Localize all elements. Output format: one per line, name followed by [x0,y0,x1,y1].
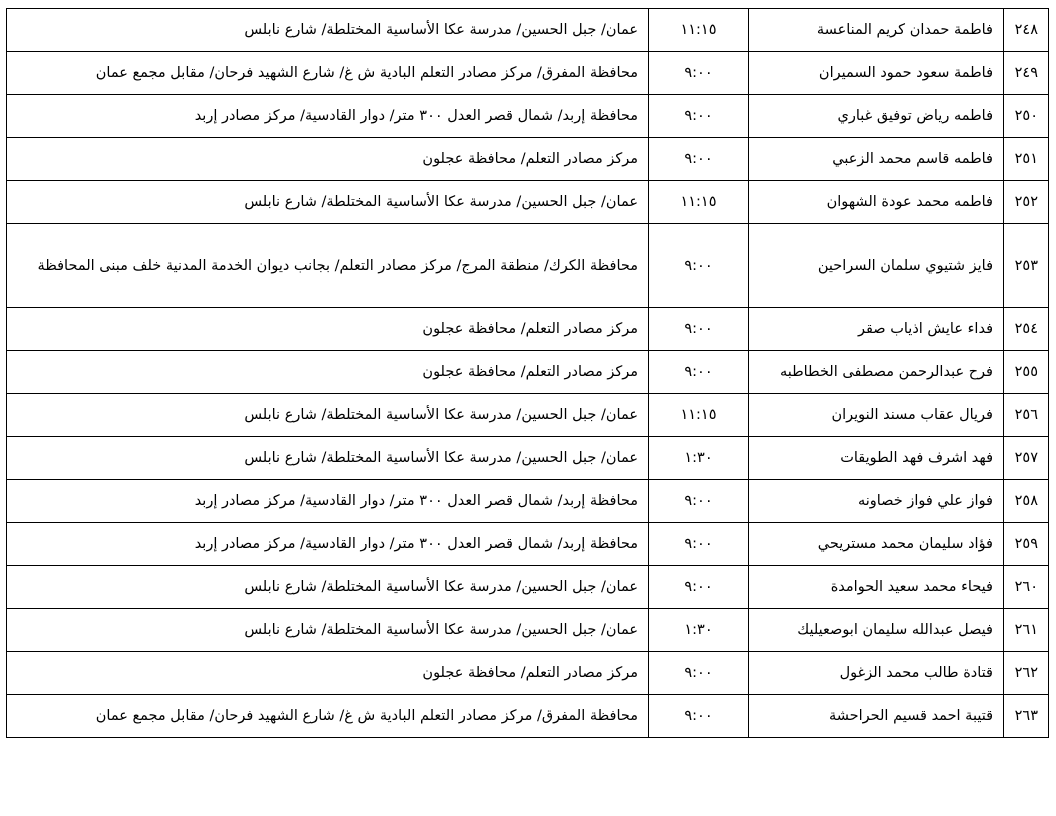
exam-time: ٩:٠٠ [649,224,749,308]
exam-location: محافظة إربد/ شمال قصر العدل ٣٠٠ متر/ دوار القادسية/ مركز مصادر إربد [7,480,649,523]
exam-time: ١١:١٥ [649,394,749,437]
table-row [7,437,1049,480]
schedule-table [6,8,1049,738]
exam-location: عمان/ جبل الحسين/ مدرسة عكا الأساسية المختلطة/ شارع نابلس [7,9,649,52]
table-row [7,480,1049,523]
row-number: ٢٥٦ [1004,394,1049,437]
exam-time: ٩:٠٠ [649,138,749,181]
exam-location: محافظة إربد/ شمال قصر العدل ٣٠٠ متر/ دوار القادسية/ مركز مصادر إربد [7,523,649,566]
row-number: ٢٥٥ [1004,351,1049,394]
person-name: فاطمة حمدان كريم المناعسة [749,9,1004,52]
exam-location: محافظة إربد/ شمال قصر العدل ٣٠٠ متر/ دوار القادسية/ مركز مصادر إربد [7,95,649,138]
table-row [7,351,1049,394]
person-name: فاطمه محمد عودة الشهوان [749,181,1004,224]
exam-location: مركز مصادر التعلم/ محافظة عجلون [7,138,649,181]
exam-time: ٩:٠٠ [649,566,749,609]
row-number: ٢٥٩ [1004,523,1049,566]
table-row [7,609,1049,652]
exam-location: عمان/ جبل الحسين/ مدرسة عكا الأساسية المختلطة/ شارع نابلس [7,609,649,652]
table-row [7,308,1049,351]
exam-location: عمان/ جبل الحسين/ مدرسة عكا الأساسية المختلطة/ شارع نابلس [7,181,649,224]
exam-time: ٩:٠٠ [649,652,749,695]
person-name: فواز علي فواز خصاونه [749,480,1004,523]
row-number: ٢٥٢ [1004,181,1049,224]
row-number: ٢٤٩ [1004,52,1049,95]
table-row [7,394,1049,437]
table-row [7,566,1049,609]
person-name: فيصل عبدالله سليمان ابوصعيليك [749,609,1004,652]
exam-time: ٩:٠٠ [649,95,749,138]
person-name: قتادة طالب محمد الزغول [749,652,1004,695]
table-row [7,695,1049,738]
person-name: فؤاد سليمان محمد مستريحي [749,523,1004,566]
row-number: ٢٦١ [1004,609,1049,652]
exam-location: محافظة الكرك/ منطقة المرج/ مركز مصادر التعلم/ بجانب ديوان الخدمة المدنية خلف مبنى المحافظة [7,224,649,308]
exam-time: ٩:٠٠ [649,351,749,394]
row-number: ٢٥٨ [1004,480,1049,523]
exam-location: عمان/ جبل الحسين/ مدرسة عكا الأساسية المختلطة/ شارع نابلس [7,437,649,480]
exam-time: ١١:١٥ [649,181,749,224]
exam-time: ٩:٠٠ [649,308,749,351]
exam-location: محافظة المفرق/ مركز مصادر التعلم البادية ش غ/ شارع الشهيد فرحان/ مقابل مجمع عمان [7,52,649,95]
row-number: ٢٤٨ [1004,9,1049,52]
exam-location: مركز مصادر التعلم/ محافظة عجلون [7,308,649,351]
person-name: فرح عبدالرحمن مصطفى الخطاطبه [749,351,1004,394]
row-number: ٢٥٠ [1004,95,1049,138]
exam-time: ٩:٠٠ [649,480,749,523]
table-row [7,138,1049,181]
table-row [7,652,1049,695]
person-name: فريال عقاب مسند النويران [749,394,1004,437]
row-number: ٢٥٣ [1004,224,1049,308]
table-row [7,52,1049,95]
row-number: ٢٦٠ [1004,566,1049,609]
person-name: فاطمه قاسم محمد الزعبي [749,138,1004,181]
row-number: ٢٦٢ [1004,652,1049,695]
table-row [7,181,1049,224]
row-number: ٢٥٤ [1004,308,1049,351]
exam-time: ٩:٠٠ [649,695,749,738]
person-name: فهد اشرف فهد الطويقات [749,437,1004,480]
exam-location: عمان/ جبل الحسين/ مدرسة عكا الأساسية المختلطة/ شارع نابلس [7,394,649,437]
exam-time: ٩:٠٠ [649,523,749,566]
row-number: ٢٥١ [1004,138,1049,181]
exam-location: محافظة المفرق/ مركز مصادر التعلم البادية ش غ/ شارع الشهيد فرحان/ مقابل مجمع عمان [7,695,649,738]
row-number: ٢٥٧ [1004,437,1049,480]
table-row [7,9,1049,52]
exam-location: مركز مصادر التعلم/ محافظة عجلون [7,652,649,695]
person-name: قتيبة احمد قسيم الحراحشة [749,695,1004,738]
exam-location: عمان/ جبل الحسين/ مدرسة عكا الأساسية المختلطة/ شارع نابلس [7,566,649,609]
exam-time: ١١:١٥ [649,9,749,52]
exam-time: ٩:٠٠ [649,52,749,95]
exam-time: ١:٣٠ [649,437,749,480]
table-row [7,224,1049,308]
person-name: فيحاء محمد سعيد الحوامدة [749,566,1004,609]
exam-location: مركز مصادر التعلم/ محافظة عجلون [7,351,649,394]
row-number: ٢٦٣ [1004,695,1049,738]
person-name: فايز شتيوي سلمان السراحين [749,224,1004,308]
person-name: فداء عايش اذياب صقر [749,308,1004,351]
table-row [7,523,1049,566]
person-name: فاطمه رياض توفيق غباري [749,95,1004,138]
exam-time: ١:٣٠ [649,609,749,652]
schedule-table-body [7,9,1049,738]
person-name: فاطمة سعود حمود السميران [749,52,1004,95]
table-row [7,95,1049,138]
